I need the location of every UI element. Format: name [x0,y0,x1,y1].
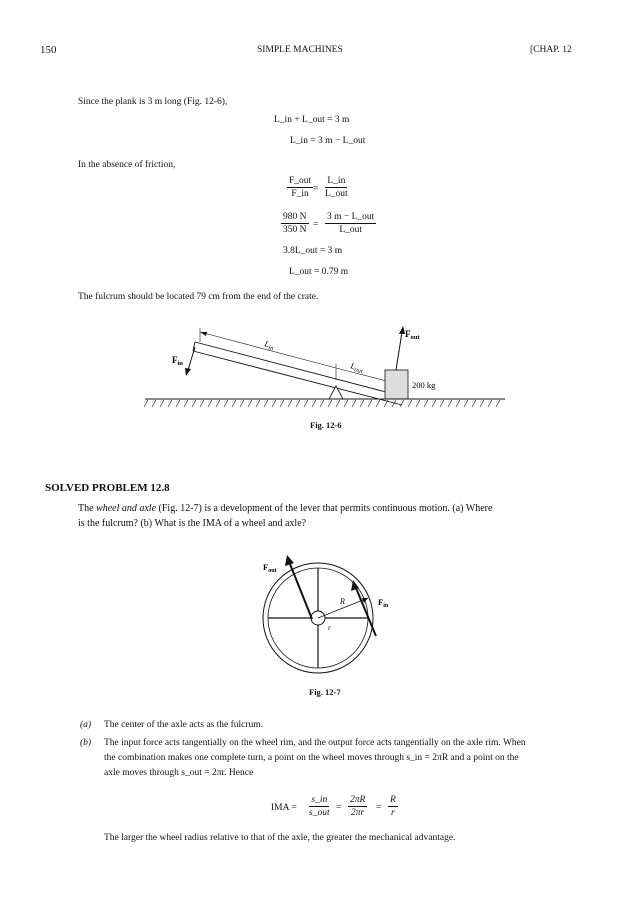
answer-a-text: The center of the axle acts as the fulcrum. [104,720,264,730]
conclusion-sentence: The fulcrum should be located 79 cm from the end of the crate. [78,292,319,302]
ima-f1-den: s_out [309,808,330,818]
label-fout: $F_{out}$ [263,562,277,574]
eq3-rhs-num: L_in [327,176,346,186]
ima-fraction-1 [309,795,330,818]
eq4-lhs-den: 350 N [283,225,307,235]
problem-heading: SOLVED PROBLEM 12.8 [45,482,170,494]
fig-12-7-diagram [258,548,398,683]
label-R: R [340,597,345,606]
final-sentence: The larger the wheel radius relative to that of the axle, the greater the mechanical advantage. [104,833,456,843]
chapter-label: [CHAP. 12 [530,45,572,55]
answer-b-line2: the combination makes one complete turn, a point on the wheel moves through s_in = 2πR and a point on the [104,753,519,763]
label-lout: $L_{out}$ [349,360,364,376]
ima-equals-1: = [336,803,342,813]
ima-f3-den: r [391,808,395,818]
crate [385,370,408,399]
ima-f3-num: R [390,795,396,805]
equation-5: 3.8L_out = 3 m [283,246,343,256]
problem-text-1b: (Fig. 12-7) is a development of the lever that permits continuous motion. (a) Where [156,503,493,514]
label-fin: $F_{in}$ [172,355,183,367]
eq4-rhs [325,212,376,235]
answer-b-label: (b) [80,738,92,748]
problem-text-line2: is the fulcrum? (b) What is the IMA of a wheel and axle? [78,518,307,529]
label-r: r [328,623,331,632]
fig-12-6-caption: Fig. 12-6 [310,420,342,430]
answer-a-label: (a) [80,720,92,730]
page-number: 150 [40,44,57,56]
force-out-arrow [285,555,312,619]
label-fin: $F_{in}$ [378,597,389,609]
eq3-rhs-den: L_out [325,189,348,199]
eq4-lhs [281,212,309,235]
plank [193,342,405,405]
equation-6: L_out = 0.79 m [289,267,349,277]
ima-fraction-3 [388,795,398,818]
running-title: SIMPLE MACHINES [257,45,343,55]
ima-equals-2: = [376,803,382,813]
label-mass: 200 kg [412,380,436,390]
eq4-rhs-num: 3 m − L_out [327,212,375,222]
ground [144,399,505,407]
ima-label: IMA = [271,803,297,813]
eq3-lhs-den: F_in [291,189,309,199]
plank-sentence: Since the plank is 3 m long (Fig. 12-6), [78,97,228,107]
eq3-lhs [287,176,313,199]
label-lin: $L_{in}$ [263,338,275,353]
equation-1: L_in + L_out = 3 m [274,115,350,125]
eq3-lhs-num: F_out [289,176,312,186]
ima-f1-num: s_in [311,795,328,805]
ima-f2-num: 2πR [350,795,366,805]
eq4-lhs-num: 980 N [283,212,307,222]
fig-12-7-caption: Fig. 12-7 [309,687,341,697]
eq3-rhs [325,176,348,199]
ima-f2-den: 2πr [351,808,365,818]
force-in-arrow [185,347,195,376]
force-out-arrow [396,326,405,370]
problem-text-line1 [78,503,492,514]
friction-sentence: In the absence of friction, [78,160,176,170]
fig-12-6-diagram [140,320,510,415]
problem-text-em: wheel and axle [96,503,157,514]
answer-b-line3: axle moves through s_out = 2πr. Hence [104,768,254,778]
ima-fraction-2 [348,795,367,818]
equation-2: L_in = 3 m − L_out [290,136,366,146]
answer-b-line1: The input force acts tangentially on the wheel rim, and the output force acts tangentially on the axle rim. When [104,738,526,748]
eq3-equals: = [313,184,319,194]
label-fout: $F_{out}$ [405,329,420,341]
fulcrum [329,386,343,399]
eq4-rhs-den: L_out [339,225,363,235]
eq4-equals: = [313,220,319,230]
problem-text-1a: The [78,503,97,514]
